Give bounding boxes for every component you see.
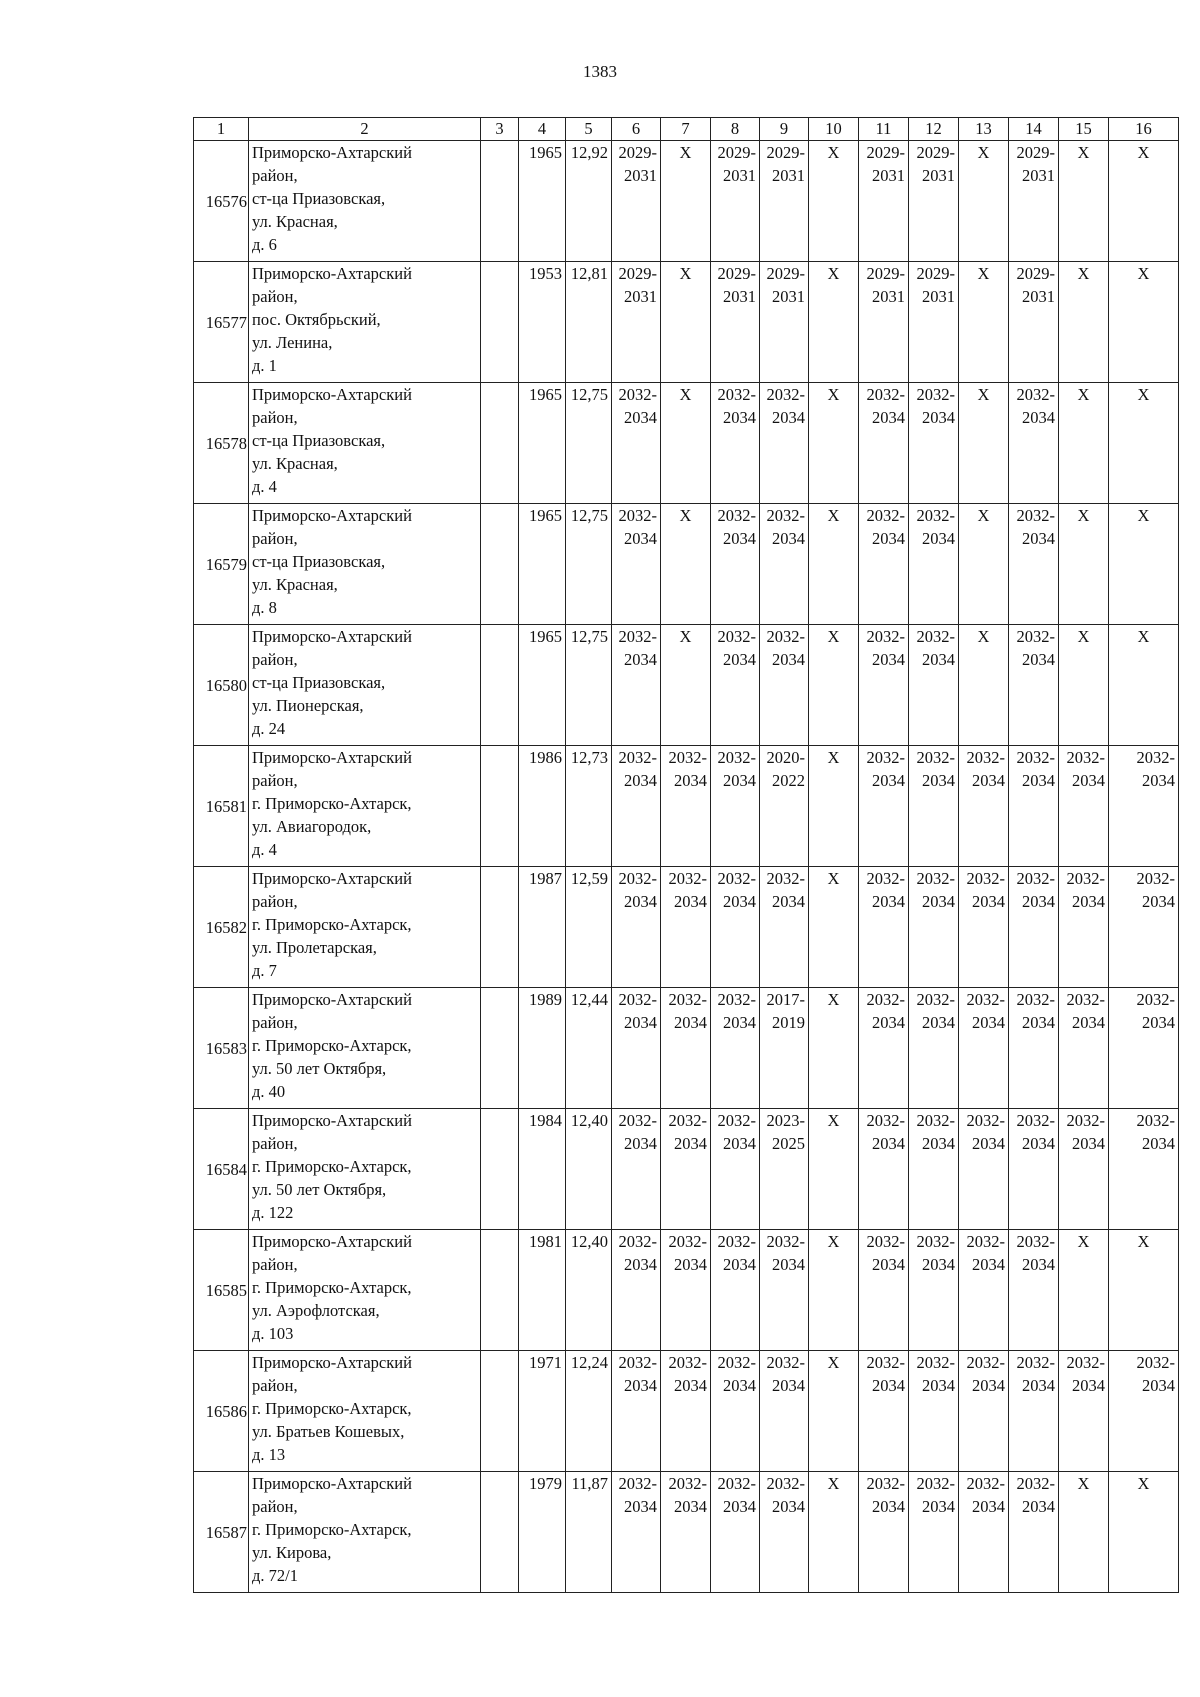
period-cell: X (959, 383, 1009, 504)
period-cell: 2032- 2034 (760, 504, 809, 625)
period-cell: X (809, 988, 859, 1109)
period-cell: X (809, 141, 859, 262)
period-cell: X (809, 1472, 859, 1593)
period-cell: 2032- 2034 (959, 988, 1009, 1109)
period-cell: 2032- 2034 (612, 1230, 661, 1351)
empty-cell (481, 262, 519, 383)
period-cell: 2029- 2031 (612, 262, 661, 383)
period-cell: 2032- 2034 (760, 867, 809, 988)
period-cell: X (959, 141, 1009, 262)
area-cell: 12,92 (566, 141, 612, 262)
period-cell: X (1109, 504, 1179, 625)
period-cell: 2032- 2034 (711, 1230, 760, 1351)
address-cell: Приморско-Ахтарский район, ст-ца Приазовская, ул. Пионерская, д. 24 (249, 625, 481, 746)
period-cell: X (959, 504, 1009, 625)
period-cell: 2029- 2031 (909, 141, 959, 262)
year-cell: 1987 (519, 867, 566, 988)
area-cell: 12,75 (566, 625, 612, 746)
address-cell: Приморско-Ахтарский район, г. Приморско-Ахтарск, ул. Авиагородок, д. 4 (249, 746, 481, 867)
area-cell: 12,40 (566, 1230, 612, 1351)
period-cell: 2032- 2034 (859, 1472, 909, 1593)
area-cell: 12,44 (566, 988, 612, 1109)
record-number-cell: 16587 (194, 1472, 249, 1593)
page-number: 1383 (583, 62, 617, 81)
table-row (194, 1351, 1179, 1472)
period-cell: 2032- 2034 (612, 625, 661, 746)
empty-cell (481, 746, 519, 867)
period-cell: 2032- 2034 (859, 746, 909, 867)
period-cell: 2032- 2034 (909, 504, 959, 625)
period-cell: 2032- 2034 (959, 746, 1009, 867)
period-cell: 2032- 2034 (1059, 1351, 1109, 1472)
period-cell: 2017- 2019 (760, 988, 809, 1109)
column-header: 8 (711, 118, 760, 141)
period-cell: 2032- 2034 (909, 1472, 959, 1593)
table-row (194, 504, 1179, 625)
period-cell: 2032- 2034 (1059, 746, 1109, 867)
table-row (194, 988, 1179, 1109)
period-cell: 2032- 2034 (909, 746, 959, 867)
table-row (194, 383, 1179, 504)
period-cell: X (809, 1230, 859, 1351)
period-cell: X (809, 867, 859, 988)
period-cell: X (809, 383, 859, 504)
area-cell: 12,40 (566, 1109, 612, 1230)
period-cell: 2029- 2031 (760, 141, 809, 262)
period-cell: X (661, 504, 711, 625)
record-number-cell: 16586 (194, 1351, 249, 1472)
address-cell: Приморско-Ахтарский район, ст-ца Приазовская, ул. Красная, д. 8 (249, 504, 481, 625)
table-row (194, 1109, 1179, 1230)
table-row (194, 262, 1179, 383)
period-cell: 2032- 2034 (1009, 867, 1059, 988)
period-cell: 2032- 2034 (760, 383, 809, 504)
period-cell: X (1059, 504, 1109, 625)
column-header: 13 (959, 118, 1009, 141)
period-cell: 2029- 2031 (612, 141, 661, 262)
period-cell: 2032- 2034 (711, 867, 760, 988)
empty-cell (481, 141, 519, 262)
period-cell: 2032- 2034 (612, 1351, 661, 1472)
period-cell: 2032- 2034 (909, 1109, 959, 1230)
period-cell: 2032- 2034 (909, 383, 959, 504)
period-cell: 2032- 2034 (1109, 1351, 1179, 1472)
record-number-cell: 16582 (194, 867, 249, 988)
period-cell: 2032- 2034 (760, 1230, 809, 1351)
period-cell: 2029- 2031 (859, 262, 909, 383)
period-cell: X (809, 262, 859, 383)
area-cell: 12,75 (566, 383, 612, 504)
record-number-cell: 16577 (194, 262, 249, 383)
period-cell: 2032- 2034 (612, 867, 661, 988)
period-cell: 2032- 2034 (1109, 988, 1179, 1109)
period-cell: 2032- 2034 (612, 1109, 661, 1230)
column-header: 2 (249, 118, 481, 141)
year-cell: 1953 (519, 262, 566, 383)
period-cell: 2032- 2034 (1059, 1109, 1109, 1230)
period-cell: 2032- 2034 (612, 988, 661, 1109)
period-cell: 2032- 2034 (1009, 746, 1059, 867)
period-cell: 2032- 2034 (1009, 1109, 1059, 1230)
year-cell: 1986 (519, 746, 566, 867)
period-cell: 2032- 2034 (612, 504, 661, 625)
address-cell: Приморско-Ахтарский район, г. Приморско-Ахтарск, ул. 50 лет Октября, д. 40 (249, 988, 481, 1109)
column-header: 10 (809, 118, 859, 141)
period-cell: 2029- 2031 (1009, 262, 1059, 383)
period-cell: 2032- 2034 (909, 1230, 959, 1351)
period-cell: 2032- 2034 (959, 1230, 1009, 1351)
address-cell: Приморско-Ахтарский район, пос. Октябрьский, ул. Ленина, д. 1 (249, 262, 481, 383)
column-header: 1 (194, 118, 249, 141)
period-cell: X (661, 383, 711, 504)
period-cell: 2029- 2031 (909, 262, 959, 383)
table-row (194, 867, 1179, 988)
period-cell: 2032- 2034 (909, 867, 959, 988)
year-cell: 1965 (519, 625, 566, 746)
period-cell: 2032- 2034 (1109, 1109, 1179, 1230)
period-cell: 2032- 2034 (859, 1109, 909, 1230)
period-cell: 2032- 2034 (1009, 988, 1059, 1109)
empty-cell (481, 504, 519, 625)
period-cell: X (661, 625, 711, 746)
period-cell: 2032- 2034 (711, 988, 760, 1109)
period-cell: 2032- 2034 (959, 867, 1009, 988)
period-cell: 2032- 2034 (661, 746, 711, 867)
period-cell: 2032- 2034 (859, 625, 909, 746)
period-cell: X (809, 504, 859, 625)
period-cell: X (1109, 383, 1179, 504)
period-cell: 2032- 2034 (711, 746, 760, 867)
column-header: 5 (566, 118, 612, 141)
year-cell: 1965 (519, 141, 566, 262)
column-header: 4 (519, 118, 566, 141)
period-cell: 2032- 2034 (711, 1351, 760, 1472)
period-cell: 2029- 2031 (859, 141, 909, 262)
table-row (194, 1230, 1179, 1351)
address-cell: Приморско-Ахтарский район, ст-ца Приазовская, ул. Красная, д. 6 (249, 141, 481, 262)
period-cell: X (661, 262, 711, 383)
record-number-cell: 16580 (194, 625, 249, 746)
housing-registry-table (193, 117, 1179, 1593)
column-header: 6 (612, 118, 661, 141)
period-cell: X (959, 625, 1009, 746)
period-cell: X (1109, 141, 1179, 262)
record-number-cell: 16583 (194, 988, 249, 1109)
period-cell: 2032- 2034 (909, 988, 959, 1109)
table-row (194, 625, 1179, 746)
table-row (194, 1472, 1179, 1593)
empty-cell (481, 867, 519, 988)
address-cell: Приморско-Ахтарский район, г. Приморско-Ахтарск, ул. Кирова, д. 72/1 (249, 1472, 481, 1593)
column-header: 15 (1059, 118, 1109, 141)
period-cell: 2032- 2034 (1109, 746, 1179, 867)
header-row (194, 118, 1179, 141)
period-cell: 2032- 2034 (711, 504, 760, 625)
period-cell: 2032- 2034 (1009, 1351, 1059, 1472)
empty-cell (481, 1351, 519, 1472)
period-cell: 2032- 2034 (661, 988, 711, 1109)
period-cell: X (1059, 262, 1109, 383)
period-cell: 2032- 2034 (1009, 504, 1059, 625)
period-cell: 2032- 2034 (859, 1230, 909, 1351)
period-cell: 2029- 2031 (711, 262, 760, 383)
area-cell: 12,59 (566, 867, 612, 988)
period-cell: 2023- 2025 (760, 1109, 809, 1230)
column-header: 3 (481, 118, 519, 141)
period-cell: X (661, 141, 711, 262)
area-cell: 11,87 (566, 1472, 612, 1593)
period-cell: X (1109, 1230, 1179, 1351)
period-cell: X (809, 1351, 859, 1472)
address-cell: Приморско-Ахтарский район, г. Приморско-Ахтарск, ул. Аэрофлотская, д. 103 (249, 1230, 481, 1351)
period-cell: 2032- 2034 (859, 1351, 909, 1472)
period-cell: 2032- 2034 (1009, 1472, 1059, 1593)
period-cell: X (1059, 383, 1109, 504)
record-number-cell: 16579 (194, 504, 249, 625)
period-cell: 2032- 2034 (859, 383, 909, 504)
period-cell: X (959, 262, 1009, 383)
empty-cell (481, 383, 519, 504)
period-cell: 2032- 2034 (612, 1472, 661, 1593)
area-cell: 12,24 (566, 1351, 612, 1472)
period-cell: X (809, 625, 859, 746)
record-number-cell: 16581 (194, 746, 249, 867)
period-cell: X (809, 1109, 859, 1230)
period-cell: X (1109, 625, 1179, 746)
period-cell: 2032- 2034 (859, 867, 909, 988)
record-number-cell: 16585 (194, 1230, 249, 1351)
period-cell: X (1059, 141, 1109, 262)
column-header: 9 (760, 118, 809, 141)
table-body (194, 141, 1179, 1593)
period-cell: X (1059, 1472, 1109, 1593)
empty-cell (481, 1472, 519, 1593)
period-cell: 2032- 2034 (760, 625, 809, 746)
period-cell: 2032- 2034 (1009, 625, 1059, 746)
period-cell: 2032- 2034 (909, 625, 959, 746)
period-cell: 2032- 2034 (959, 1351, 1009, 1472)
year-cell: 1965 (519, 504, 566, 625)
period-cell: 2032- 2034 (711, 1109, 760, 1230)
year-cell: 1989 (519, 988, 566, 1109)
period-cell: 2032- 2034 (760, 1351, 809, 1472)
address-cell: Приморско-Ахтарский район, г. Приморско-Ахтарск, ул. Братьев Кошевых, д. 13 (249, 1351, 481, 1472)
period-cell: 2032- 2034 (959, 1472, 1009, 1593)
year-cell: 1971 (519, 1351, 566, 1472)
area-cell: 12,75 (566, 504, 612, 625)
period-cell: 2032- 2034 (711, 1472, 760, 1593)
period-cell: 2032- 2034 (612, 383, 661, 504)
column-header: 11 (859, 118, 909, 141)
period-cell: X (1059, 625, 1109, 746)
period-cell: 2032- 2034 (661, 867, 711, 988)
period-cell: 2029- 2031 (760, 262, 809, 383)
period-cell: X (1109, 262, 1179, 383)
period-cell: 2032- 2034 (711, 625, 760, 746)
period-cell: 2032- 2034 (1109, 867, 1179, 988)
period-cell: 2032- 2034 (1059, 867, 1109, 988)
period-cell: X (1109, 1472, 1179, 1593)
period-cell: 2032- 2034 (1009, 383, 1059, 504)
empty-cell (481, 1230, 519, 1351)
column-header: 7 (661, 118, 711, 141)
period-cell: 2032- 2034 (711, 383, 760, 504)
year-cell: 1965 (519, 383, 566, 504)
period-cell: 2032- 2034 (661, 1109, 711, 1230)
address-cell: Приморско-Ахтарский район, г. Приморско-Ахтарск, ул. Пролетарская, д. 7 (249, 867, 481, 988)
empty-cell (481, 625, 519, 746)
year-cell: 1979 (519, 1472, 566, 1593)
area-cell: 12,81 (566, 262, 612, 383)
column-header: 12 (909, 118, 959, 141)
period-cell: 2032- 2034 (909, 1351, 959, 1472)
period-cell: 2032- 2034 (859, 988, 909, 1109)
address-cell: Приморско-Ахтарский район, г. Приморско-Ахтарск, ул. 50 лет Октября, д. 122 (249, 1109, 481, 1230)
period-cell: 2032- 2034 (1009, 1230, 1059, 1351)
year-cell: 1981 (519, 1230, 566, 1351)
period-cell: 2032- 2034 (859, 504, 909, 625)
empty-cell (481, 988, 519, 1109)
address-cell: Приморско-Ахтарский район, ст-ца Приазовская, ул. Красная, д. 4 (249, 383, 481, 504)
period-cell: 2029- 2031 (711, 141, 760, 262)
column-header: 14 (1009, 118, 1059, 141)
record-number-cell: 16576 (194, 141, 249, 262)
period-cell: 2032- 2034 (661, 1472, 711, 1593)
table-row (194, 746, 1179, 867)
period-cell: X (809, 746, 859, 867)
period-cell: 2032- 2034 (612, 746, 661, 867)
period-cell: 2032- 2034 (661, 1230, 711, 1351)
year-cell: 1984 (519, 1109, 566, 1230)
period-cell: 2032- 2034 (661, 1351, 711, 1472)
period-cell: 2032- 2034 (1059, 988, 1109, 1109)
period-cell: 2032- 2034 (959, 1109, 1009, 1230)
period-cell: 2032- 2034 (760, 1472, 809, 1593)
column-header: 16 (1109, 118, 1179, 141)
period-cell: 2020- 2022 (760, 746, 809, 867)
record-number-cell: 16578 (194, 383, 249, 504)
table-row (194, 141, 1179, 262)
area-cell: 12,73 (566, 746, 612, 867)
record-number-cell: 16584 (194, 1109, 249, 1230)
period-cell: 2029- 2031 (1009, 141, 1059, 262)
empty-cell (481, 1109, 519, 1230)
period-cell: X (1059, 1230, 1109, 1351)
